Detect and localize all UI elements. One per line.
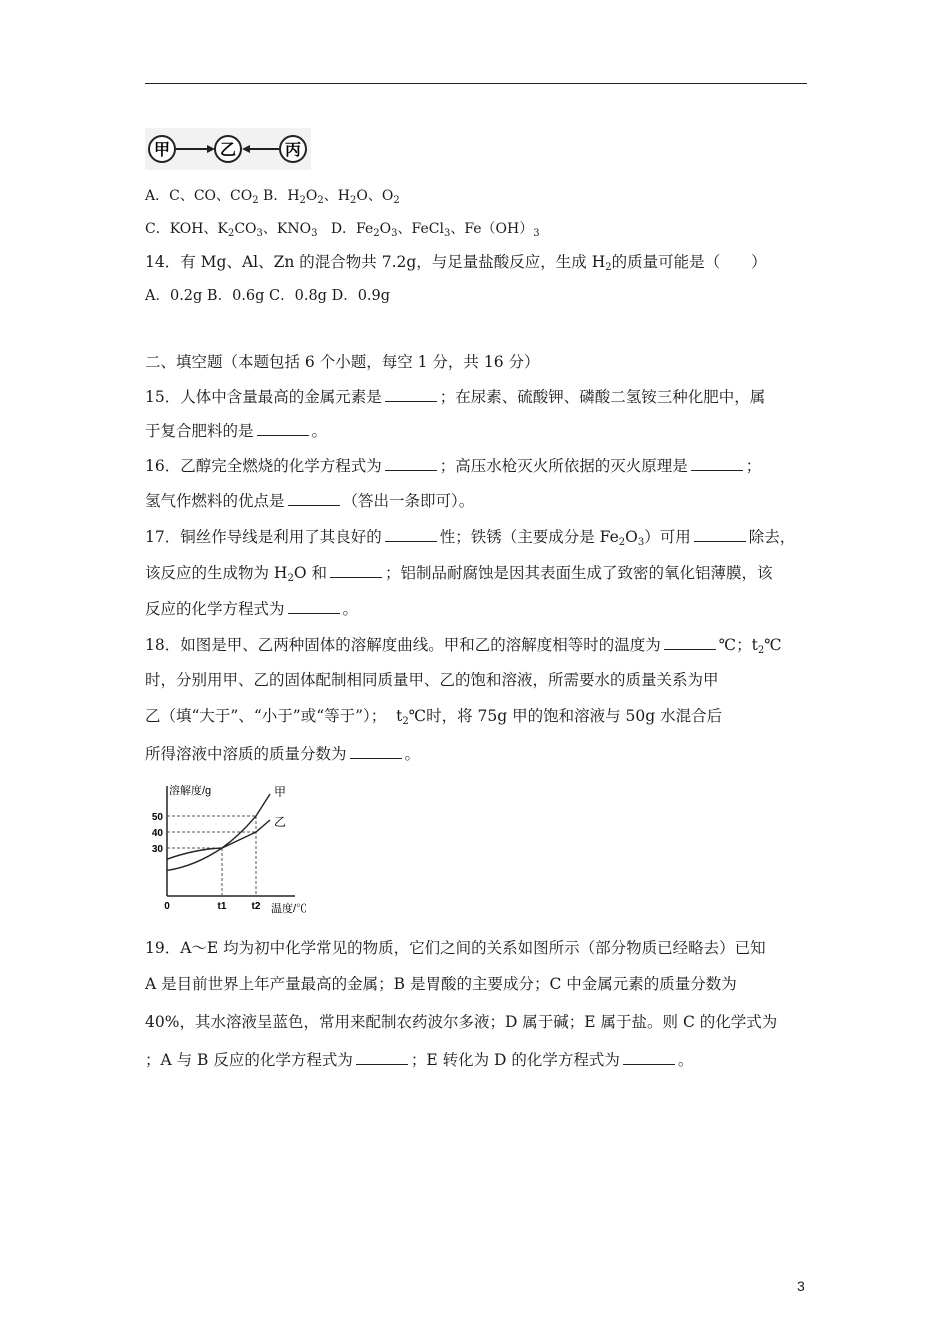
y-tick-label: 40 [151, 828, 163, 839]
reaction-chain-figure [145, 128, 311, 170]
q14-stem: 14．有 Mg、Al、Zn 的混合物共 7.2g，与足量盐酸反应，生成 $H_2$的质量可能是（ ） [145, 253, 767, 273]
solubility-chart [145, 778, 335, 918]
answer-blank[interactable] [385, 526, 437, 542]
answer-blank[interactable] [350, 743, 402, 759]
answer-blank[interactable] [664, 634, 716, 650]
x-tick-label: t2 [251, 901, 261, 912]
q13-options-line1: A．C、CO、$CO_2$ B．$H_2O_2$、$H_2O$、$O_2$ [145, 188, 400, 206]
x-tick-label: t1 [217, 901, 227, 912]
answer-blank[interactable] [288, 598, 340, 614]
answer-blank[interactable] [694, 526, 746, 542]
section-heading: 二、填空题（本题包括 6 个小题，每空 1 分，共 16 分） [145, 353, 540, 371]
q15-line2: 于复合肥料的是 。 [145, 422, 328, 440]
y-tick-label: 30 [151, 844, 163, 855]
q16-line2: 氢气作燃料的优点是 （答出一条即可）。 [145, 492, 475, 510]
y-axis-label: 溶解度/g [169, 785, 212, 797]
answer-blank[interactable] [257, 420, 309, 436]
series-yi-curve [167, 820, 270, 859]
node-jia-label: 甲 [153, 142, 171, 159]
page-number: 3 [797, 1278, 805, 1294]
series-label: 甲 [274, 785, 287, 799]
answer-blank[interactable] [330, 562, 382, 578]
q13-options-line2: C．KOH、$K_2CO_3$、$KNO_3$ D．$Fe_2O_3$、FeCl$_3$、$Fe(OH)_3$ [145, 221, 540, 239]
node-yi-label: 乙 [219, 142, 237, 159]
answer-blank[interactable] [288, 490, 340, 506]
q18-line1: 18．如图是甲、乙两种固体的溶解度曲线。甲和乙的溶解度相等时的温度为 ℃；$t_2℃$ [145, 636, 782, 656]
q18-line3: 乙（填“大于”、“小于”或“等于”）； $t_2℃$时，将 75g 甲的饱和溶液与 50g 水混合后 [145, 707, 723, 727]
q17-line3: 反应的化学方程式为 。 [145, 600, 359, 618]
series-label: 乙 [274, 815, 287, 829]
y-tick-label: 50 [151, 812, 163, 823]
x-axis-label: 温度/℃ [271, 903, 308, 915]
q18-line2: 时，分别用甲、乙的固体配制相同质量甲、乙的饱和溶液，所需要水的质量关系为甲 [145, 671, 719, 689]
q19-line2: A 是目前世界上年产量最高的金属；B 是胃酸的主要成分；C 中金属元素的质量分数为 [145, 975, 737, 993]
answer-blank[interactable] [385, 386, 437, 402]
q17-line1: 17．铜丝作导线是利用了其良好的 性；铁锈（主要成分是 $Fe_2O_3$）可用 除去， [145, 528, 796, 548]
q14-options: A．0.2g B．0.6g C．0.8g D．0.9g [145, 288, 391, 304]
q19-line1: 19．A～E 均为初中化学常见的物质，它们之间的关系如图所示（部分物质已经略去）已知 [145, 939, 766, 957]
q18-line4: 所得溶液中溶质的质量分数为 。 [145, 745, 421, 763]
answer-blank[interactable] [356, 1049, 408, 1065]
q19-line3: 40%，其水溶液呈蓝色，常用来配制农药波尔多液；D 属于碱；E 属于盐。则 C 的化学式为 [145, 1013, 778, 1031]
x-tick-label: 0 [164, 901, 170, 912]
q15-line1: 15．人体中含量最高的金属元素是 ；在尿素、硫酸钾、磷酸二氢铵三种化肥中，属 [145, 388, 766, 406]
answer-blank[interactable] [691, 455, 743, 471]
q17-line2: 该反应的生成物为 $H_2O$ 和 ；铝制品耐腐蚀是因其表面生成了致密的氧化铝薄膜，该 [145, 564, 773, 584]
answer-blank[interactable] [385, 455, 437, 471]
node-bing-label: 丙 [284, 142, 302, 159]
q16-line1: 16．乙醇完全燃烧的化学方程式为 ；高压水枪灭火所依据的灭火原理是 ； [145, 457, 762, 475]
header-rule [145, 83, 807, 84]
answer-blank[interactable] [623, 1049, 675, 1065]
q19-line4: ；A 与 B 反应的化学方程式为 ；E 转化为 D 的化学方程式为 。 [145, 1051, 694, 1069]
